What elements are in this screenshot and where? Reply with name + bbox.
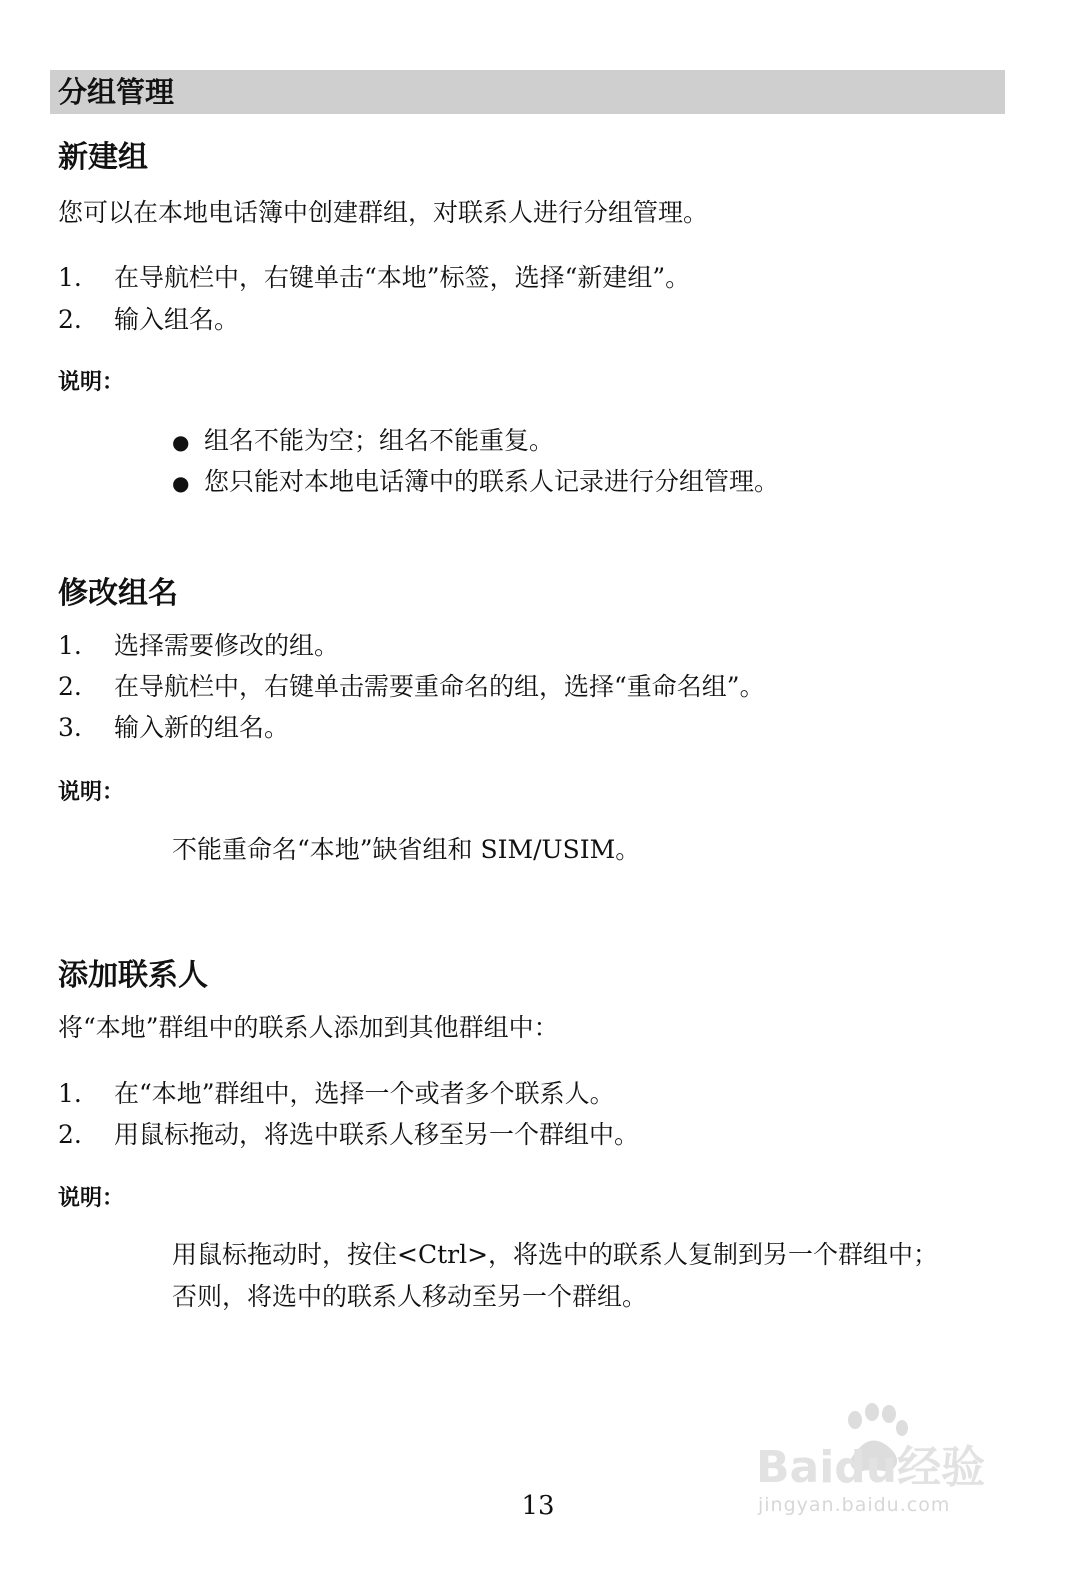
bullet-dot-icon: ●: [172, 471, 190, 495]
step-number: 1.: [58, 1079, 82, 1108]
watermark-url: jingyan.baidu.com: [758, 1494, 951, 1516]
section-heading-new-group: 新建组: [58, 140, 148, 175]
section-intro: 您可以在本地电话簿中创建群组，对联系人进行分组管理。: [58, 198, 709, 227]
section-heading-add-contacts: 添加联系人: [58, 958, 208, 993]
step-text: 输入组名。: [114, 305, 240, 334]
step-text: 在导航栏中，右键单击需要重命名的组，选择“重命名组”。: [114, 672, 765, 701]
note-label: 说明：: [58, 1186, 125, 1211]
note-bullet-item: [172, 465, 779, 500]
step-number: 2.: [58, 672, 82, 701]
step-item: [58, 261, 690, 295]
section-heading-rename-group: 修改组名: [58, 576, 178, 611]
step-text: 在导航栏中，右键单击“本地”标签，选择“新建组”。: [114, 263, 691, 292]
watermark-logo-text: Baidu经验: [756, 1442, 986, 1492]
page-number: 13: [521, 1491, 555, 1521]
note-text: 不能重命名“本地”缺省组和 SIM/USIM。: [172, 835, 641, 864]
baidu-paw-logo-icon: [752, 1402, 1002, 1492]
step-item: [58, 303, 239, 337]
note-text-line: 否则，将选中的联系人移动至另一个群组。: [172, 1282, 648, 1311]
step-item: [58, 670, 765, 704]
step-item: [58, 711, 289, 745]
note-label: 说明：: [58, 370, 125, 395]
chapter-title-bar: [50, 70, 1005, 114]
chapter-title: 分组管理: [58, 75, 175, 109]
step-text: 选择需要修改的组。: [114, 631, 340, 660]
note-bullet-item: [172, 424, 554, 459]
step-text: 输入新的组名。: [114, 713, 290, 742]
bullet-dot-icon: ●: [172, 430, 190, 454]
step-number: 1.: [58, 263, 82, 292]
step-number: 3.: [58, 713, 82, 742]
section-intro: 将“本地”群组中的联系人添加到其他群组中：: [58, 1013, 559, 1042]
step-text: 在“本地”群组中，选择一个或者多个联系人。: [114, 1079, 615, 1108]
step-number: 2.: [58, 1120, 82, 1149]
note-bullet-text: 您只能对本地电话簿中的联系人记录进行分组管理。: [204, 467, 780, 496]
note-bullet-text: 组名不能为空；组名不能重复。: [204, 426, 555, 455]
step-number: 2.: [58, 305, 82, 334]
step-text: 用鼠标拖动，将选中联系人移至另一个群组中。: [114, 1120, 640, 1149]
step-item: [58, 1077, 615, 1111]
note-text-line: 用鼠标拖动时，按住<Ctrl>，将选中的联系人复制到另一个群组中；: [172, 1240, 939, 1269]
step-number: 1.: [58, 631, 82, 660]
step-item: [58, 1118, 639, 1152]
step-item: [58, 629, 339, 663]
note-label: 说明：: [58, 780, 125, 805]
